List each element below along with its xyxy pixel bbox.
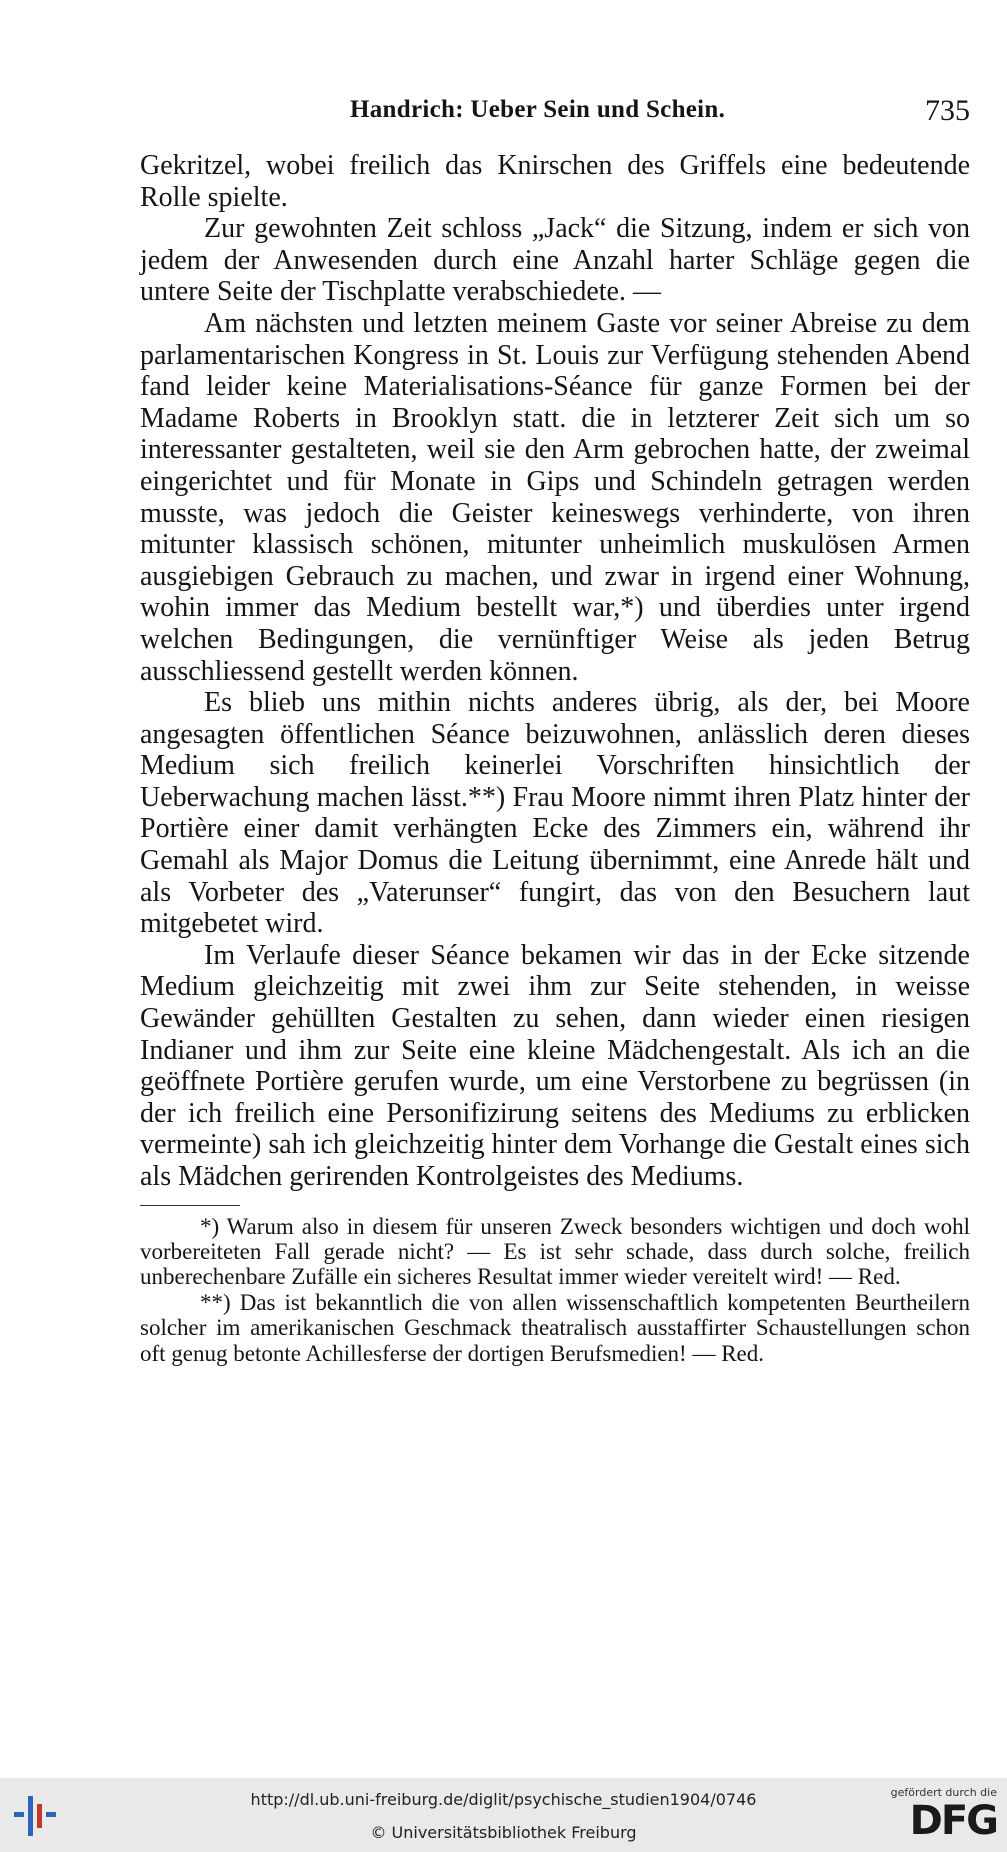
footnote-divider xyxy=(140,1205,240,1206)
dfg-logo xyxy=(885,1786,997,1848)
dfg-tagline: gefördert durch die xyxy=(890,1786,997,1799)
page xyxy=(140,96,970,1366)
footnotes xyxy=(140,1214,970,1366)
page-number: 735 xyxy=(925,94,970,127)
paragraph: Es blieb uns mithin nichts anderes übrig, als der, bei Moore angesagten öffentlichen Séance beizuwohnen, anlässlich deren dieses Medium sich freilich keinerlei Vorschriften hinsichtlich der Ueberwachung machen lässt.**) Frau Moore nimmt ihren Platz hinter der Portière einer damit verhängten Ecke des Zimmers ein, während ihr Gemahl als Major Domus die Leitung übernimmt, eine Anrede hält und als Vorbeter des „Vaterunser“ fungirt, das von den Besuchern laut mitgebetet wird. xyxy=(140,687,970,940)
footnote: **) Das ist bekanntlich die von allen wissenschaftlich kompetenten Beurtheilern solcher im amerikanischen Geschmack theatralisch ausstaffirter Schaustellungen schon oft genug betonte Achillesferse der dortigen Berufsmedien! — Red. xyxy=(140,1289,970,1366)
copyright-notice: © Universitätsbibliothek Freiburg xyxy=(370,1823,637,1842)
running-title: Handrich: Ueber Sein und Schein. xyxy=(350,96,726,123)
footnote: *) Warum also in diesem für unseren Zweck besonders wichtigen und doch wohl vorbereiteten Fall gerade nicht? — Es ist sehr schade, dass durch solche, freilich unberechenbare Zufälle ein sicheres Resultat immer wieder vereitelt wird! — Red. xyxy=(140,1213,970,1290)
paragraph: Zur gewohnten Zeit schloss „Jack“ die Sitzung, indem er sich von jedem der Anwesenden durch eine Anzahl harter Schläge gegen die untere Seite der Tischplatte verabschiedete. — xyxy=(140,213,970,308)
running-head xyxy=(140,96,970,136)
viewer-footer xyxy=(0,1778,1007,1852)
document-url-link[interactable]: http://dl.ub.uni-freiburg.de/diglit/psychische_studien1904/0746 xyxy=(250,1790,757,1809)
paragraph: Im Verlaufe dieser Séance bekamen wir das in der Ecke sitzende Medium gleichzeitig mit zwei ihm zur Seite stehenden, in weisse Gewänder gehüllten Gestalten zu sehen, dann wieder einen riesigen Indianer und ihm zur Seite eine kleine Mädchengestalt. Als ich an die geöffnete Portière gerufen wurde, um eine Verstorbene zu begrüssen (in der ich freilich eine Personifizirung seitens des Mediums zu erblicken vermeinte) sah ich gleichzeitig hinter dem Vorhange die Gestalt eines sich als Mädchen gerirenden Kontrolgeistes des Mediums. xyxy=(140,939,970,1192)
paragraph: Am nächsten und letzten meinem Gaste vor seiner Abreise zu dem parlamentarischen Kongress in St. Louis zur Verfügung stehenden Abend fand leider keine Materialisations-Séance für ganze Formen bei der Madame Roberts in Brooklyn statt. die in letzterer Zeit sich um so interessanter gestalteten, weil sie den Arm gebrochen hatte, der zweimal eingerichtet und für Monate in Gips und Schindeln getragen werden musste, was jedoch die Geister keineswegs verhinderte, von ihren mitunter klassisch schönen, mitunter unheimlich muskulösen Armen ausgiebigen Gebrauch zu machen, und zwar in irgend einer Wohnung, wohin immer das Medium bestellt war,*) und überdies unter irgend welchen Bedingungen, die vernünftiger Weise als jeden Betrug ausschliessend gestellt werden können. xyxy=(140,307,970,687)
paragraph: Gekritzel, wobei freilich das Knirschen des Griffels eine bedeutende Rolle spielte. xyxy=(140,150,970,213)
dfg-logo-text: DFG xyxy=(909,1798,997,1844)
body-text xyxy=(140,150,970,1193)
